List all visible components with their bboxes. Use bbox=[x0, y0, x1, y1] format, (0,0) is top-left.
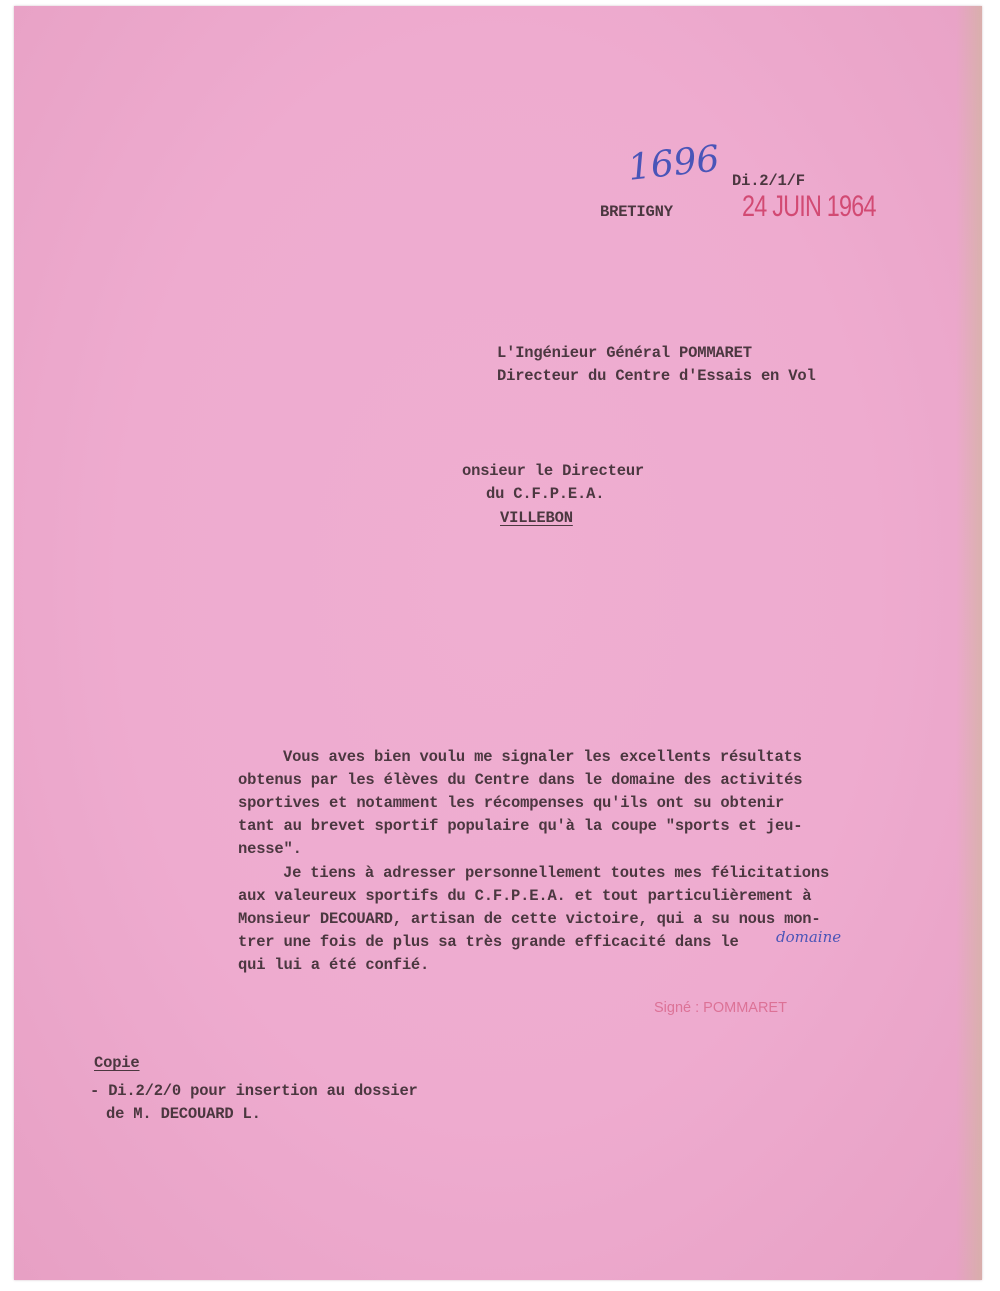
recipient-title: onsieur le Directeur bbox=[462, 462, 645, 480]
recipient-organisation: du C.F.P.E.A. bbox=[486, 485, 605, 503]
handwritten-correction: domaine bbox=[776, 928, 842, 946]
sender-position: Directeur du Centre d'Essais en Vol bbox=[497, 367, 816, 385]
reference-code: Di.2/1/F bbox=[732, 172, 805, 190]
body-paragraph-1-line-3: sportives et notamment les récompenses qu'ils ont su obtenir bbox=[238, 794, 785, 812]
body-paragraph-2-line-4: trer une fois de plus sa très grande efficacité dans le bbox=[238, 933, 739, 951]
copies-line-2: de M. DECOUARD L. bbox=[106, 1105, 261, 1123]
body-paragraph-1-line-4: tant au brevet sportif populaire qu'à la coupe "sports et jeu- bbox=[238, 817, 803, 835]
recipient-city: VILLEBON bbox=[500, 509, 573, 527]
date-stamp: 24 JUIN 1964 bbox=[742, 190, 876, 223]
place-name: BRETIGNY bbox=[600, 203, 673, 221]
body-paragraph-1-line-5: nesse". bbox=[238, 840, 302, 858]
body-paragraph-2-line-3: Monsieur DECOUARD, artisan de cette victoire, qui a su nous mon- bbox=[238, 910, 821, 928]
archive-number-handwritten: 1696 bbox=[626, 138, 722, 189]
body-paragraph-2-line-1: Je tiens à adresser personnellement toutes mes félicitations bbox=[283, 864, 830, 882]
signature-stamp: Signé : POMMARET bbox=[654, 1000, 787, 1016]
sender-title: L'Ingénieur Général POMMARET bbox=[497, 344, 752, 362]
body-paragraph-2-line-5: qui lui a été confié. bbox=[238, 956, 430, 974]
copies-heading: Copie bbox=[94, 1054, 140, 1072]
copies-line-1: - Di.2/2/0 pour insertion au dossier bbox=[90, 1082, 418, 1100]
body-paragraph-1-line-1: Vous aves bien voulu me signaler les excellents résultats bbox=[283, 748, 802, 766]
body-paragraph-2-line-2: aux valeureux sportifs du C.F.P.E.A. et tout particulièrement à bbox=[238, 887, 812, 905]
body-paragraph-1-line-2: obtenus par les élèves du Centre dans le domaine des activités bbox=[238, 771, 803, 789]
